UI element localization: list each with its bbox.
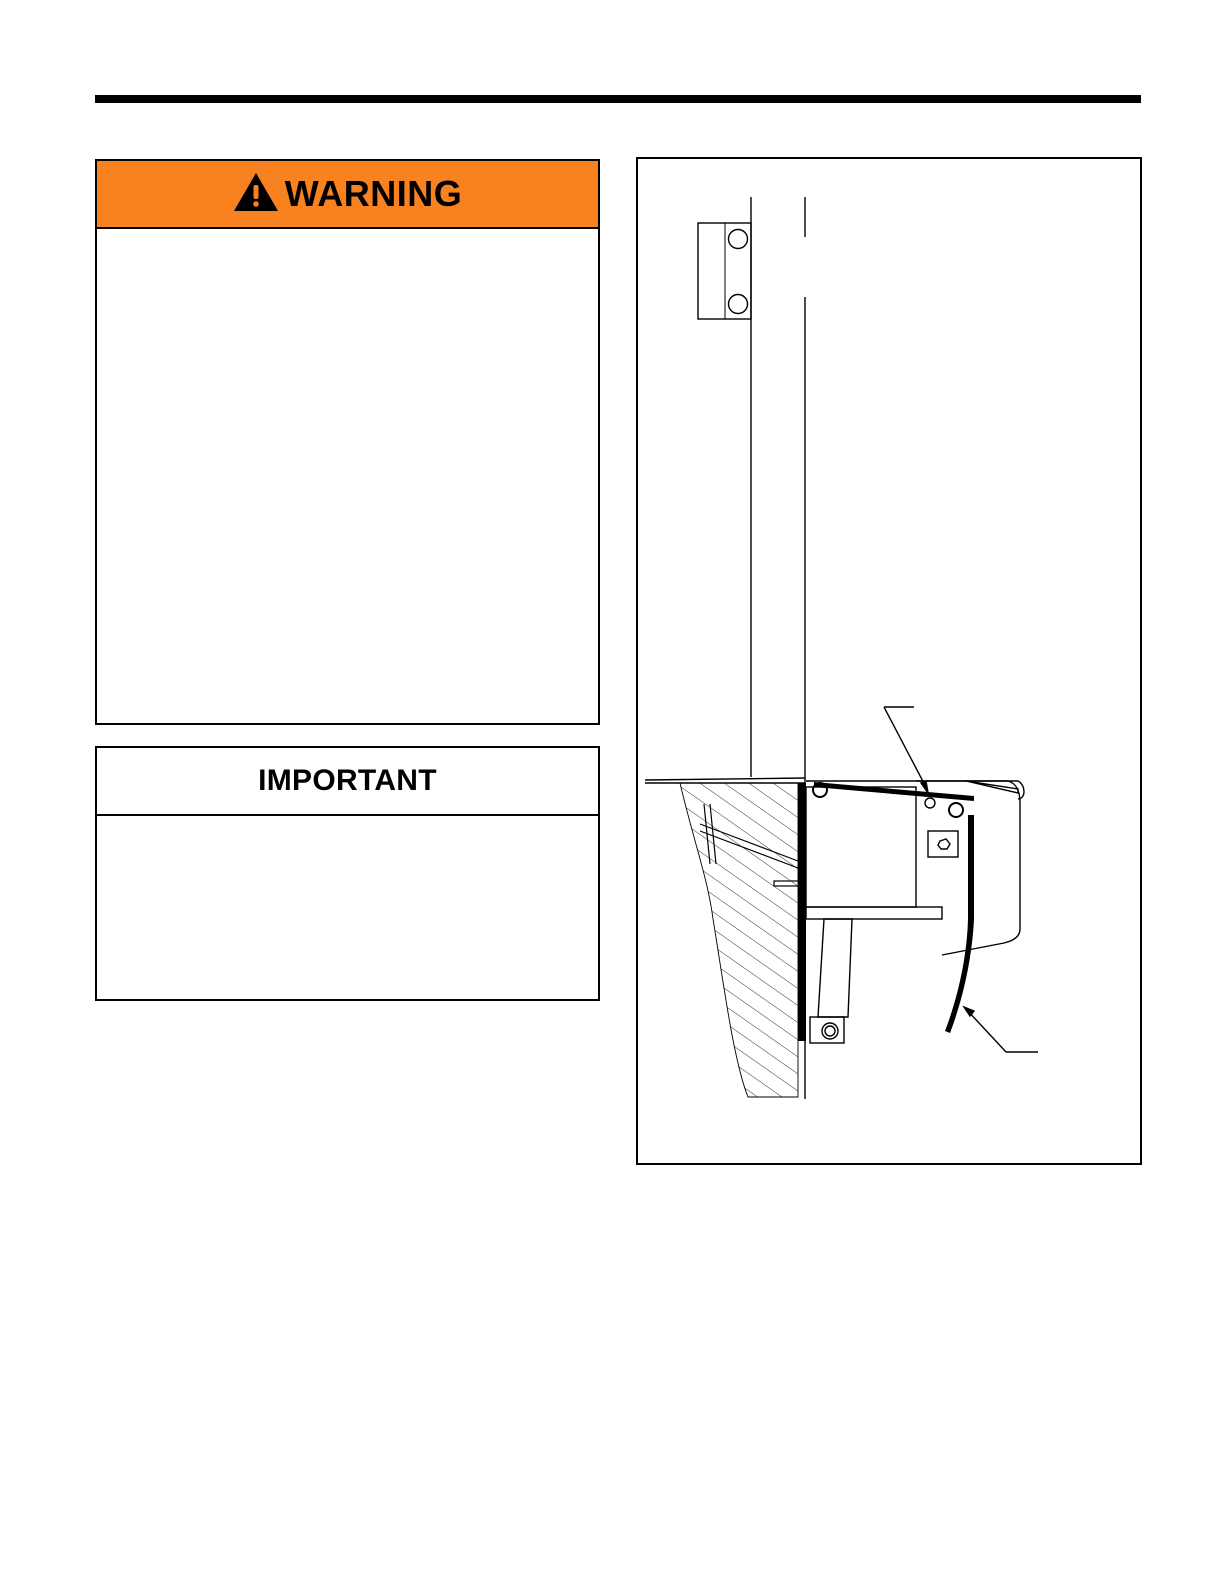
- figure-box: [636, 157, 1142, 1165]
- lip-bracket: [928, 831, 958, 857]
- header-rule: [95, 95, 1141, 103]
- lip-plate: [945, 815, 974, 1033]
- warning-box: [95, 159, 600, 725]
- lift-cylinder: [810, 919, 852, 1043]
- lower-pit-plate: [800, 945, 806, 1041]
- concrete-pit: [680, 783, 798, 1097]
- truck-bed-outline: [942, 781, 1020, 955]
- warning-body: [97, 229, 598, 723]
- warning-header: [97, 161, 598, 229]
- leader-lines: [884, 707, 1038, 1052]
- important-body: [97, 816, 598, 999]
- dock-floor: [645, 778, 805, 783]
- important-title: IMPORTANT: [258, 764, 437, 797]
- important-header: [97, 748, 598, 816]
- dock-leveler-drawing: [638, 159, 1140, 1163]
- warning-triangle-icon: [233, 172, 279, 217]
- warning-title: WARNING: [284, 173, 463, 214]
- important-box: [95, 746, 600, 1001]
- upper-bumper: [698, 223, 751, 319]
- leveler-frame: [806, 781, 1024, 919]
